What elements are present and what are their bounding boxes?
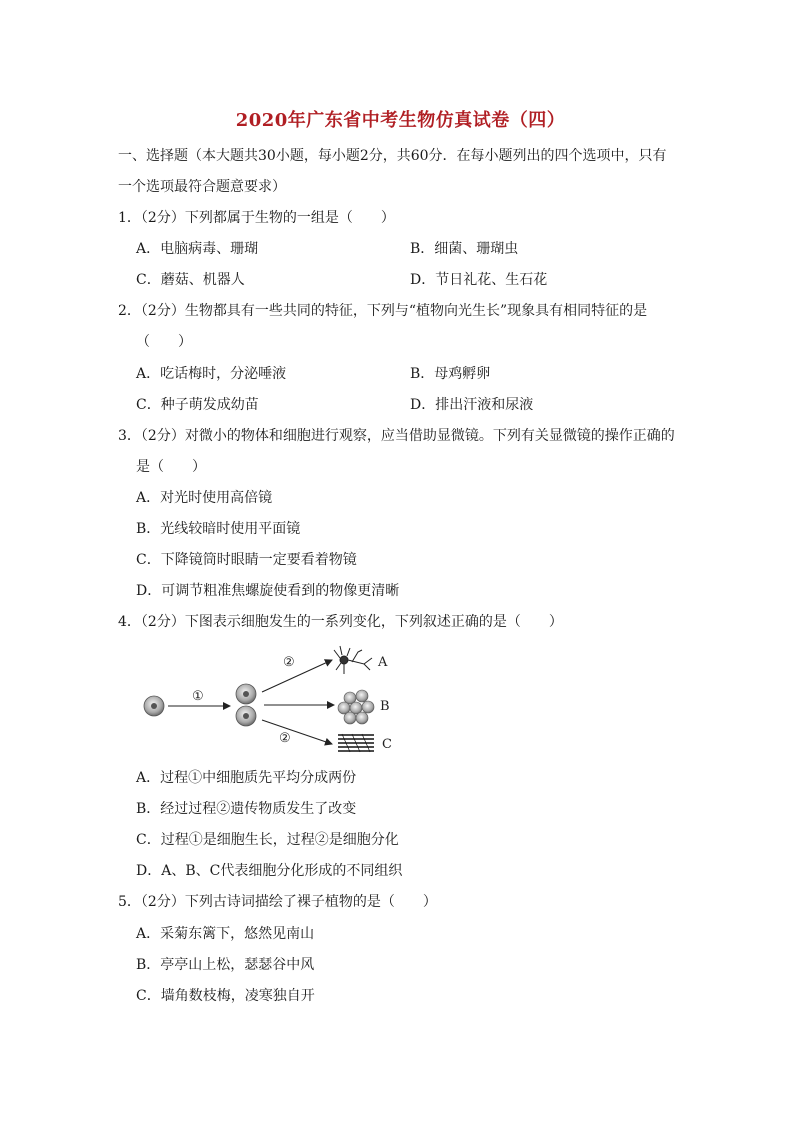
question-3-option-b: B．光线较暗时使用平面镜 [136,521,301,537]
page-title: 2020年广东省中考生物仿真试卷（四） [235,110,566,131]
question-2-option-b: B．母鸡孵卵 [410,366,491,382]
question-3-option-c: C．下降镜筒时眼睛一定要看着物镜 [136,552,357,568]
question-1-option-a: A．电脑病毒、珊瑚 [136,241,259,257]
section-heading-line-1: 一、选择题（本大题共30小题，每小题2分，共60分．在每小题列出的四个选项中，只有 [118,148,667,164]
section-heading-line-2: 一个选项最符合题意要求） [118,179,286,195]
cell-division-figure [138,636,428,756]
question-4-option-a: A．过程①中细胞质先平均分成两份 [136,770,357,786]
exam-page [118,0,683,1123]
question-3-option-a: A．对光时使用高倍镜 [136,490,273,506]
question-3-stem-line-2: 是（ ） [136,459,206,475]
arrow-to-a [262,660,332,692]
question-3-stem-line-1: 3．（2分）对微小的物体和细胞进行观察，应当借助显微镜。下列有关显微镜的操作正确的 [118,428,675,444]
two-cells [236,684,256,726]
tissue-c-fibers [338,734,374,752]
question-5-stem: 5．（2分）下列古诗词描绘了裸子植物的是（ ） [118,894,437,910]
label-b: B [380,699,390,714]
question-2-option-d: D．排出汗液和尿液 [410,397,534,413]
step-2-bottom-label: ② [279,731,291,746]
label-c: C [382,737,392,752]
question-2-option-a: A．吃话梅时，分泌唾液 [136,366,287,382]
label-a: A [378,655,388,670]
question-1-option-b: B．细菌、珊瑚虫 [410,241,519,257]
single-cell [144,696,164,716]
question-1-stem: 1．（2分）下列都属于生物的一组是（ ） [118,210,395,226]
question-2-stem-line-2: （ ） [136,334,192,350]
question-5-option-b: B．亭亭山上松，瑟瑟谷中风 [136,957,315,973]
question-4-option-b: B．经过过程②遗传物质发生了改变 [136,801,357,817]
question-4-stem: 4．（2分）下图表示细胞发生的一系列变化，下列叙述正确的是（ ） [118,614,563,630]
question-1-option-c: C．蘑菇、机器人 [136,272,245,288]
question-4-option-d: D．A、B、C代表细胞分化形成的不同组织 [136,863,403,879]
question-2-stem-line-1: 2．（2分）生物都具有一些共同的特征，下列与“植物向光生长”现象具有相同特征的是 [118,303,648,319]
step-2-top-label: ② [283,655,295,670]
cell-division-diagram [138,636,428,756]
step-1-label: ① [192,689,204,704]
arrow-to-c [262,720,332,744]
tissue-a-nerve [334,646,372,674]
question-5-option-a: A．采菊东篱下，悠然见南山 [136,926,315,942]
question-1-option-d: D．节日礼花、生石花 [410,272,548,288]
question-5-option-c: C．墙角数枝梅，凌寒独自开 [136,988,315,1004]
tissue-b-cluster [338,690,374,724]
question-3-option-d: D．可调节粗准焦螺旋使看到的物像更清晰 [136,583,400,599]
question-4-option-c: C．过程①是细胞生长，过程②是细胞分化 [136,832,399,848]
question-2-option-c: C．种子萌发成幼苗 [136,397,259,413]
